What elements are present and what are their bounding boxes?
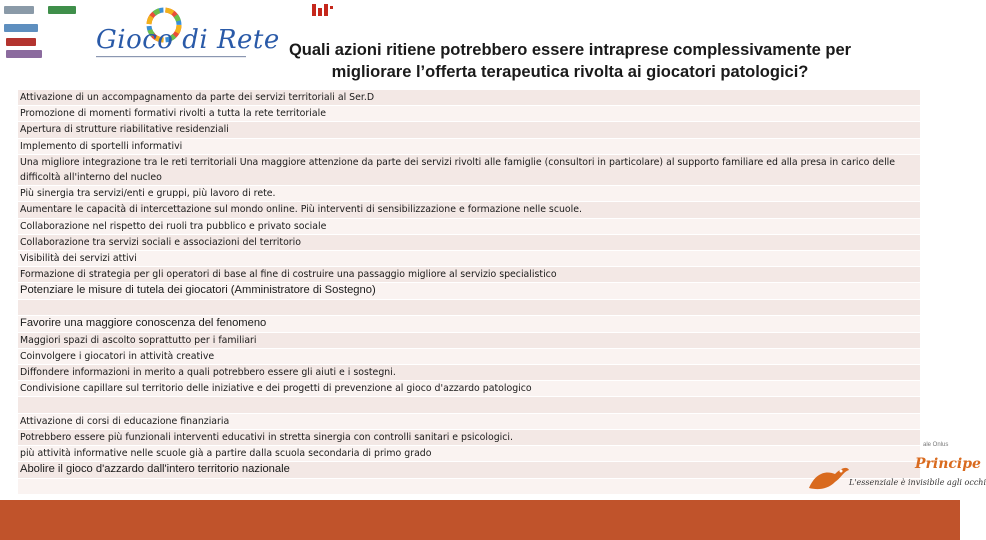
partner-logos (4, 4, 89, 62)
answer-row: Visibilità dei servizi attivi (18, 251, 920, 267)
answer-row: Coinvolgere i giocatori in attività creative (18, 349, 920, 365)
partner-logo-5 (6, 50, 42, 58)
answer-row: Collaborazione tra servizi sociali e associazioni del territorio (18, 235, 920, 251)
title-line-2: migliorare l’offerta terapeutica rivolta ai giocatori patologici? (331, 63, 809, 81)
answers-list (18, 90, 920, 495)
answer-row: Attivazione di corsi di educazione finanziaria (18, 414, 920, 430)
answer-row: Diffondere informazioni in merito a quali potrebbero essere gli aiuti e i sostegni. (18, 365, 920, 381)
answer-row: Abolire il gioco d'azzardo dall'intero territorio nazionale (18, 462, 920, 479)
answer-row: Aumentare le capacità di intercettazione sul mondo online. Più interventi di sensibilizzazione e formazione nelle scuole. (18, 202, 920, 218)
answer-row: Promozione di momenti formativi rivolti a tutta la rete territoriale (18, 106, 920, 122)
top-logo-mark (310, 2, 336, 18)
piccolo-principe-logo (805, 438, 986, 498)
answer-row: Più sinergia tra servizi/enti e gruppi, più lavoro di rete. (18, 186, 920, 202)
answer-row: Collaborazione nel rispetto dei ruoli tra pubblico e privato sociale (18, 219, 920, 235)
answer-row: Attivazione di un accompagnamento da parte dei servizi territoriali al Ser.D (18, 90, 920, 106)
title-line-1: Quali azioni ritiene potrebbero essere intraprese complessivamente per (288, 41, 852, 59)
partner-logo-4 (6, 38, 36, 46)
answer-row: Una migliore integrazione tra le reti territoriali Una maggiore attenzione da parte dei servizi rivolti alle famiglie (consultori in particolare) al supporto familiare ed alla presa in carico delle difficoltà all'interno del nucleo (18, 155, 920, 186)
blank-row (18, 397, 920, 413)
answer-row: Implemento di sportelli informativi (18, 139, 920, 155)
blank-row (18, 300, 920, 316)
partner-logo-2 (48, 6, 76, 14)
side-logo-faded-text: ale Onlus (923, 442, 949, 448)
bird-icon (805, 460, 851, 494)
tagline-scribble (96, 54, 246, 59)
answer-row: Favorire una maggiore conoscenza del fenomeno (18, 316, 920, 333)
partner-logo-1 (4, 6, 34, 14)
answer-row: più attività informative nelle scuole già a partire dalla scuola secondaria di primo grado (18, 446, 920, 462)
answer-row: Apertura di strutture riabilitative residenziali (18, 122, 920, 138)
side-logo-motto: L'essenziale è invisibile agli occhi (849, 478, 986, 487)
answer-row: Maggiori spazi di ascolto soprattutto per i familiari (18, 333, 920, 349)
blank-row (18, 479, 920, 495)
footer-band (0, 500, 960, 540)
partner-logo-3 (4, 24, 38, 32)
brand-tagline (96, 54, 246, 61)
side-logo-script: Principe (915, 456, 981, 472)
answer-row: Potrebbero essere più funzionali interventi educativi in stretta sinergia con controlli sanitari e psicologici. (18, 430, 920, 446)
answer-row: Potenziare le misure di tutela dei giocatori (Amministratore di Sostegno) (18, 283, 920, 300)
brand-name: Gioco di Rete (96, 25, 280, 55)
page-title (240, 39, 900, 83)
answer-row: Formazione di strategia per gli operatori di base al fine di costruire una passaggio migliore al servizio specialistico (18, 267, 920, 283)
answer-row: Condivisione capillare sul territorio delle iniziative e dei progetti di prevenzione al gioco d'azzardo patologico (18, 381, 920, 397)
gioco-di-rete-logo (92, 3, 280, 63)
